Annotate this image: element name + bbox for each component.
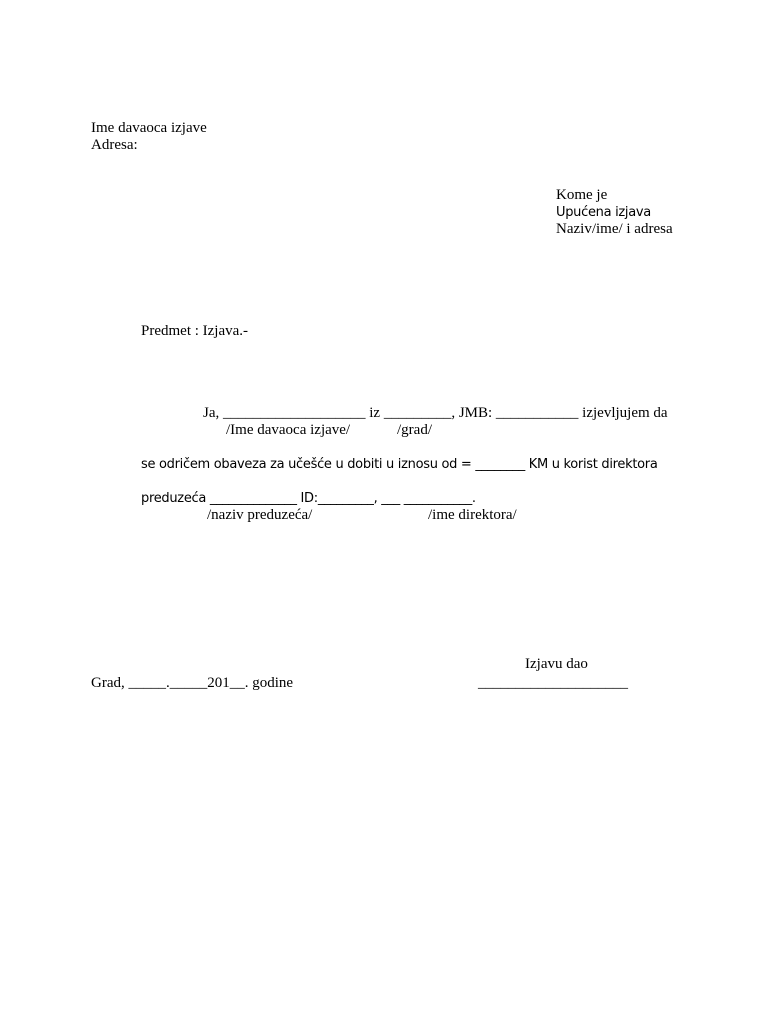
statement-line-3: preduzeća ______________ ID:_________, ___ ___________. (141, 491, 476, 506)
caption-director-name: /ime direktora/ (428, 507, 517, 523)
recipient-line-2: Upućena izjava (556, 205, 651, 220)
signature-line: ____________________ (478, 675, 628, 691)
sender-name-label: Ime davaoca izjave (91, 120, 207, 136)
caption-giver-name: /Ime davaoca izjave/ (226, 422, 351, 438)
statement-line-2: se odričem obaveza za učešće u dobiti u iznosu od = ________ KM u korist direktora (141, 457, 658, 472)
sender-address-label: Adresa: (91, 137, 138, 153)
place-date-line: Grad, _____._____201__. godine (91, 675, 294, 691)
recipient-line-3: Naziv/ime/ i adresa (556, 221, 673, 237)
subject-line: Predmet : Izjava.- (141, 323, 249, 339)
caption-company-name: /naziv preduzeća/ (207, 507, 313, 523)
statement-line-1: Ja, ___________________ iz _________, JMB: ___________ izjevljujem da (203, 405, 668, 421)
signature-label: Izjavu dao (525, 656, 588, 672)
recipient-line-1: Kome je (556, 187, 608, 203)
caption-city: /grad/ (397, 422, 432, 438)
